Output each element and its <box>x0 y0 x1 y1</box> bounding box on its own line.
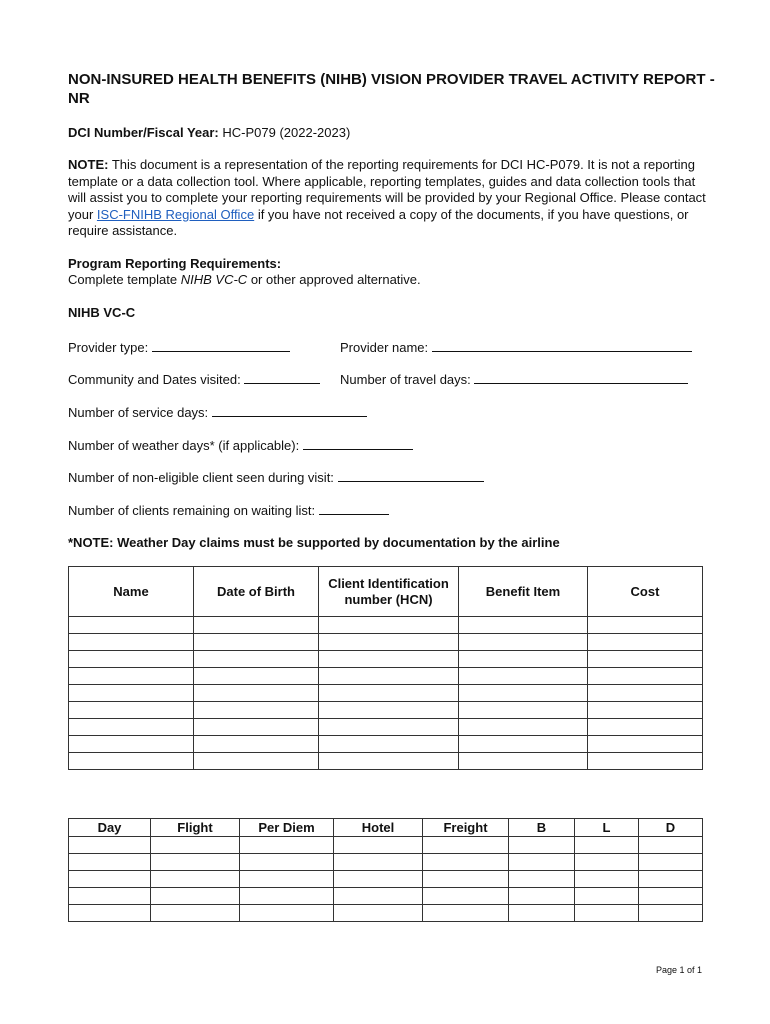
table-cell[interactable] <box>334 837 423 854</box>
col-header-client-id: Client Identification number (HCN) <box>319 567 459 617</box>
table-cell[interactable] <box>194 736 319 753</box>
table-row <box>69 871 703 888</box>
requirements-template-name: NIHB VC-C <box>180 272 248 287</box>
col-header-lunch: L <box>575 819 639 837</box>
requirements-text-1: Complete template <box>68 272 178 287</box>
table-cell[interactable] <box>69 617 194 634</box>
document-title: NON-INSURED HEALTH BENEFITS (NIHB) VISION PROVIDER TRAVEL ACTIVITY REPORT - NR <box>68 71 715 107</box>
table-cell[interactable] <box>588 617 703 634</box>
table-cell[interactable] <box>319 668 459 685</box>
note-paragraph <box>68 157 708 240</box>
table-cell[interactable] <box>319 634 459 651</box>
table-cell[interactable] <box>459 753 588 770</box>
travel-days-row <box>340 371 688 389</box>
col-header-breakfast: B <box>509 819 575 837</box>
table-row <box>69 905 703 922</box>
table-cell[interactable] <box>509 888 575 905</box>
provider-type-field[interactable] <box>152 339 290 352</box>
table-cell[interactable] <box>639 888 703 905</box>
table-cell[interactable] <box>459 668 588 685</box>
table-cell[interactable] <box>423 905 509 922</box>
table-cell[interactable] <box>69 634 194 651</box>
table-cell[interactable] <box>319 736 459 753</box>
table-cell[interactable] <box>639 871 703 888</box>
regional-office-link[interactable]: ISC-FNIHB Regional Office <box>96 206 255 222</box>
provider-name-field[interactable] <box>432 339 692 352</box>
table-row <box>69 736 703 753</box>
table-cell[interactable] <box>509 837 575 854</box>
community-dates-label: Community and Dates visited: <box>68 372 241 387</box>
table-cell[interactable] <box>575 871 639 888</box>
table-cell[interactable] <box>194 634 319 651</box>
col-header-date-of-birth: Date of Birth <box>194 567 319 617</box>
table-cell[interactable] <box>69 837 151 854</box>
table-cell[interactable] <box>151 837 240 854</box>
dci-label: DCI Number/Fiscal Year: <box>68 125 219 140</box>
table-cell[interactable] <box>334 888 423 905</box>
table-row <box>69 702 703 719</box>
table-cell[interactable] <box>575 837 639 854</box>
service-days-row <box>68 404 367 422</box>
table-cell[interactable] <box>588 634 703 651</box>
table-cell[interactable] <box>151 871 240 888</box>
weather-days-row <box>68 437 413 455</box>
service-days-field[interactable] <box>212 404 367 417</box>
table-row <box>69 685 703 702</box>
provider-name-label: Provider name: <box>340 340 429 355</box>
col-header-dinner: D <box>639 819 703 837</box>
table-cell[interactable] <box>319 719 459 736</box>
col-header-flight: Flight <box>151 819 240 837</box>
table-cell[interactable] <box>151 888 240 905</box>
requirements-text <box>68 272 421 289</box>
col-header-day: Day <box>69 819 151 837</box>
table-cell[interactable] <box>588 719 703 736</box>
table-cell[interactable] <box>639 837 703 854</box>
table-cell[interactable] <box>459 634 588 651</box>
table-cell[interactable] <box>334 854 423 871</box>
table-cell[interactable] <box>69 905 151 922</box>
table-cell[interactable] <box>240 905 334 922</box>
note-text-2: if you have not received a copy of the documents, if you have questions, or require assistance. <box>68 206 689 238</box>
table-cell[interactable] <box>459 736 588 753</box>
table-cell[interactable] <box>319 702 459 719</box>
table-row <box>69 651 703 668</box>
travel-days-field[interactable] <box>474 371 688 384</box>
table-cell[interactable] <box>319 685 459 702</box>
table-row <box>69 753 703 770</box>
dci-line <box>68 125 350 142</box>
table-cell[interactable] <box>240 837 334 854</box>
table-cell[interactable] <box>509 871 575 888</box>
table-cell[interactable] <box>639 854 703 871</box>
community-dates-row <box>68 371 320 389</box>
table-cell[interactable] <box>459 651 588 668</box>
table-cell[interactable] <box>334 905 423 922</box>
table-row <box>69 634 703 651</box>
table-cell[interactable] <box>194 719 319 736</box>
table-row <box>69 617 703 634</box>
weather-days-field[interactable] <box>303 437 413 450</box>
provider-type-row <box>68 339 290 357</box>
travel-days-label: Number of travel days: <box>340 372 471 387</box>
table-row <box>69 668 703 685</box>
note-text-1: This document is a representation of the reporting requirements for DCI HC-P079. It is not a reporting template or a data collection tool. Where applicable, reporting templates, guides and data collection tools that will assist you to complete your reporting requirements will be provided by your Regional Office. Please contact your <box>68 157 706 222</box>
col-header-per-diem: Per Diem <box>240 819 334 837</box>
provider-name-row <box>340 339 692 357</box>
table-cell[interactable] <box>69 651 194 668</box>
table-cell[interactable] <box>459 719 588 736</box>
table-cell[interactable] <box>194 651 319 668</box>
table-cell[interactable] <box>423 837 509 854</box>
table-cell[interactable] <box>240 871 334 888</box>
table-cell[interactable] <box>423 871 509 888</box>
page-number: Page 1 of 1 <box>655 965 702 975</box>
table-cell[interactable] <box>69 685 194 702</box>
table-cell[interactable] <box>334 871 423 888</box>
table-cell[interactable] <box>459 702 588 719</box>
non-eligible-label: Number of non-eligible client seen during visit: <box>68 470 334 485</box>
waiting-list-row <box>68 502 389 520</box>
table-row <box>69 837 703 854</box>
table-cell[interactable] <box>459 685 588 702</box>
col-header-benefit-item: Benefit Item <box>459 567 588 617</box>
col-header-freight: Freight <box>423 819 509 837</box>
table-header-row <box>69 819 703 837</box>
note-label: NOTE: <box>68 157 109 172</box>
table-cell[interactable] <box>588 668 703 685</box>
table-cell[interactable] <box>575 854 639 871</box>
table-cell[interactable] <box>69 719 194 736</box>
table-row <box>69 888 703 905</box>
table-cell[interactable] <box>69 854 151 871</box>
col-header-name: Name <box>69 567 194 617</box>
service-days-label: Number of service days: <box>68 405 209 420</box>
col-header-hotel: Hotel <box>334 819 423 837</box>
table-cell[interactable] <box>639 905 703 922</box>
table-cell[interactable] <box>588 753 703 770</box>
weather-days-label: Number of weather days* (if applicable): <box>68 438 300 453</box>
table-cell[interactable] <box>240 888 334 905</box>
table-cell[interactable] <box>194 685 319 702</box>
table-cell[interactable] <box>575 888 639 905</box>
table-cell[interactable] <box>575 905 639 922</box>
table-cell[interactable] <box>509 905 575 922</box>
table-row <box>69 854 703 871</box>
non-eligible-row <box>68 469 484 487</box>
table-cell[interactable] <box>319 617 459 634</box>
table-header-row <box>69 567 703 617</box>
client-benefit-table <box>68 566 703 770</box>
table-cell[interactable] <box>588 736 703 753</box>
table-cell[interactable] <box>588 702 703 719</box>
waiting-list-label: Number of clients remaining on waiting list: <box>68 503 316 518</box>
table-cell[interactable] <box>151 905 240 922</box>
col-header-cost: Cost <box>588 567 703 617</box>
table-cell[interactable] <box>588 685 703 702</box>
table-row <box>69 719 703 736</box>
form-heading: NIHB VC-C <box>68 305 136 320</box>
table-cell[interactable] <box>69 888 151 905</box>
travel-expense-table <box>68 818 703 922</box>
requirements-text-2: or other approved alternative. <box>250 272 421 287</box>
table-cell[interactable] <box>194 702 319 719</box>
non-eligible-field[interactable] <box>338 469 484 482</box>
dci-value: HC-P079 (2022-2023) <box>222 125 351 140</box>
table-cell[interactable] <box>69 736 194 753</box>
table-cell[interactable] <box>194 617 319 634</box>
table-cell[interactable] <box>151 854 240 871</box>
table-cell[interactable] <box>423 854 509 871</box>
table-cell[interactable] <box>69 753 194 770</box>
weather-note: *NOTE: Weather Day claims must be supported by documentation by the airline <box>68 535 560 550</box>
table-cell[interactable] <box>69 871 151 888</box>
waiting-list-field[interactable] <box>319 502 389 515</box>
table-cell[interactable] <box>588 651 703 668</box>
table-cell[interactable] <box>319 753 459 770</box>
table-cell[interactable] <box>423 888 509 905</box>
table-cell[interactable] <box>509 854 575 871</box>
requirements-heading: Program Reporting Requirements: <box>68 256 282 271</box>
community-dates-field[interactable] <box>244 371 320 384</box>
table-cell[interactable] <box>69 668 194 685</box>
table-cell[interactable] <box>240 854 334 871</box>
table-cell[interactable] <box>69 702 194 719</box>
table-cell[interactable] <box>194 753 319 770</box>
table-cell[interactable] <box>194 668 319 685</box>
table-cell[interactable] <box>319 651 459 668</box>
table-cell[interactable] <box>459 617 588 634</box>
provider-type-label: Provider type: <box>68 340 149 355</box>
